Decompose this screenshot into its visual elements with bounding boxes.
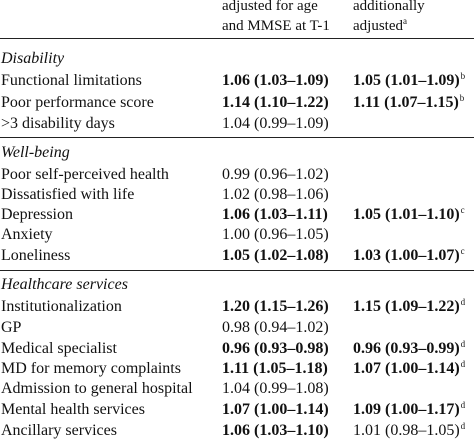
row-label: Depression <box>1 206 73 223</box>
value-text: 1.05 (1.01–1.10) <box>353 206 460 223</box>
value-adjusted-age-mmse: 1.00 (0.96–1.05) <box>222 226 329 243</box>
value-adjusted-age-mmse: 1.05 (1.02–1.08) <box>222 247 329 264</box>
column-header-text: adjusted <box>353 18 403 34</box>
column-header-age-mmse <box>222 0 330 36</box>
table-row <box>0 358 474 380</box>
footnote-marker: c <box>460 204 465 215</box>
section-rule <box>0 270 474 271</box>
value-text: 1.07 (1.00–1.14) <box>353 360 460 377</box>
value-adjusted-age-mmse: 0.99 (0.96–1.02) <box>222 166 329 183</box>
value-adjusted-age-mmse: 1.04 (0.99–1.08) <box>222 380 329 397</box>
table-row <box>0 184 474 206</box>
row-label: Loneliness <box>1 247 71 264</box>
value-adjusted-age-mmse: 1.06 (1.03–1.09) <box>222 72 329 89</box>
value-additionally-adjusted <box>353 399 465 421</box>
value-text: 1.01 (0.98–1.05) <box>353 422 460 439</box>
value-text: 1.15 (1.09–1.22) <box>353 298 460 315</box>
section-title-well-being: Well-being <box>1 144 70 161</box>
table-row <box>0 399 474 421</box>
value-adjusted-age-mmse: 1.14 (1.10–1.22) <box>222 94 329 111</box>
row-label: Medical specialist <box>1 340 117 357</box>
footnote-marker: d <box>460 420 466 431</box>
footnote-marker: d <box>460 296 466 307</box>
value-adjusted-age-mmse: 1.20 (1.15–1.26) <box>222 298 329 315</box>
section-title-disability: Disability <box>1 50 65 67</box>
footnote-marker: b <box>460 70 466 81</box>
section-title-healthcare-services: Healthcare services <box>1 276 128 293</box>
value-text: 0.96 (0.93–0.99) <box>353 340 460 357</box>
value-adjusted-age-mmse: 1.11 (1.05–1.18) <box>222 360 328 377</box>
column-header-line: additionally <box>353 0 425 14</box>
row-label: Poor performance score <box>1 94 154 111</box>
value-text: 1.03 (1.00–1.07) <box>353 247 460 264</box>
footnote-marker: d <box>460 338 466 349</box>
value-adjusted-age-mmse: 1.07 (1.00–1.14) <box>222 401 329 418</box>
value-additionally-adjusted <box>353 296 465 318</box>
value-adjusted-age-mmse: 1.06 (1.03–1.10) <box>222 422 329 439</box>
table-row <box>0 378 474 400</box>
value-text: 1.05 (1.01–1.09) <box>353 72 460 89</box>
table-row <box>0 224 474 246</box>
table-row <box>0 70 474 92</box>
footnote-marker: d <box>460 399 466 410</box>
table-row <box>0 113 474 135</box>
value-additionally-adjusted <box>353 245 465 267</box>
footnote-marker: c <box>460 245 465 256</box>
value-additionally-adjusted <box>353 204 465 226</box>
value-adjusted-age-mmse: 1.02 (0.98–1.06) <box>222 186 329 203</box>
value-additionally-adjusted <box>353 338 465 360</box>
row-label: >3 disability days <box>1 115 115 132</box>
row-label: Dissatisfied with life <box>1 186 135 203</box>
value-adjusted-age-mmse: 0.96 (0.93–0.98) <box>222 340 329 357</box>
table-row <box>0 420 474 442</box>
table-row <box>0 296 474 318</box>
section-rule <box>0 137 474 138</box>
row-label: Functional limitations <box>1 72 142 89</box>
value-adjusted-age-mmse: 1.04 (0.99–1.09) <box>222 115 329 132</box>
footnote-marker: b <box>459 92 465 103</box>
row-label: Ancillary services <box>1 422 117 439</box>
row-label: MD for memory complaints <box>1 360 181 377</box>
row-label: Institutionalization <box>1 298 122 315</box>
row-label: Poor self-perceived health <box>1 166 169 183</box>
header-rule <box>0 38 474 39</box>
value-text: 1.11 (1.07–1.15) <box>353 94 459 111</box>
value-text: 1.09 (1.00–1.17) <box>353 401 460 418</box>
column-header-additional <box>353 0 425 36</box>
row-label: Mental health services <box>1 401 145 418</box>
table-row <box>0 317 474 339</box>
table-row <box>0 164 474 186</box>
value-adjusted-age-mmse: 0.98 (0.94–1.02) <box>222 319 329 336</box>
table-row <box>0 338 474 360</box>
table-row <box>0 245 474 267</box>
row-label: GP <box>1 319 22 336</box>
table-row <box>0 204 474 226</box>
value-additionally-adjusted <box>353 70 465 92</box>
row-label: Anxiety <box>1 226 53 243</box>
value-adjusted-age-mmse: 1.06 (1.03–1.11) <box>222 206 328 223</box>
footnote-marker: d <box>460 358 466 369</box>
table-header <box>0 0 474 36</box>
row-label: Admission to general hospital <box>1 380 193 397</box>
value-additionally-adjusted <box>353 92 464 114</box>
value-additionally-adjusted <box>353 358 465 380</box>
table-row <box>0 92 474 114</box>
column-header-line: adjusted for age <box>222 0 318 14</box>
value-additionally-adjusted <box>353 420 465 442</box>
footnote-marker: a <box>403 16 407 26</box>
column-header-line: and MMSE at T-1 <box>222 18 330 34</box>
column-header-line <box>353 16 425 36</box>
